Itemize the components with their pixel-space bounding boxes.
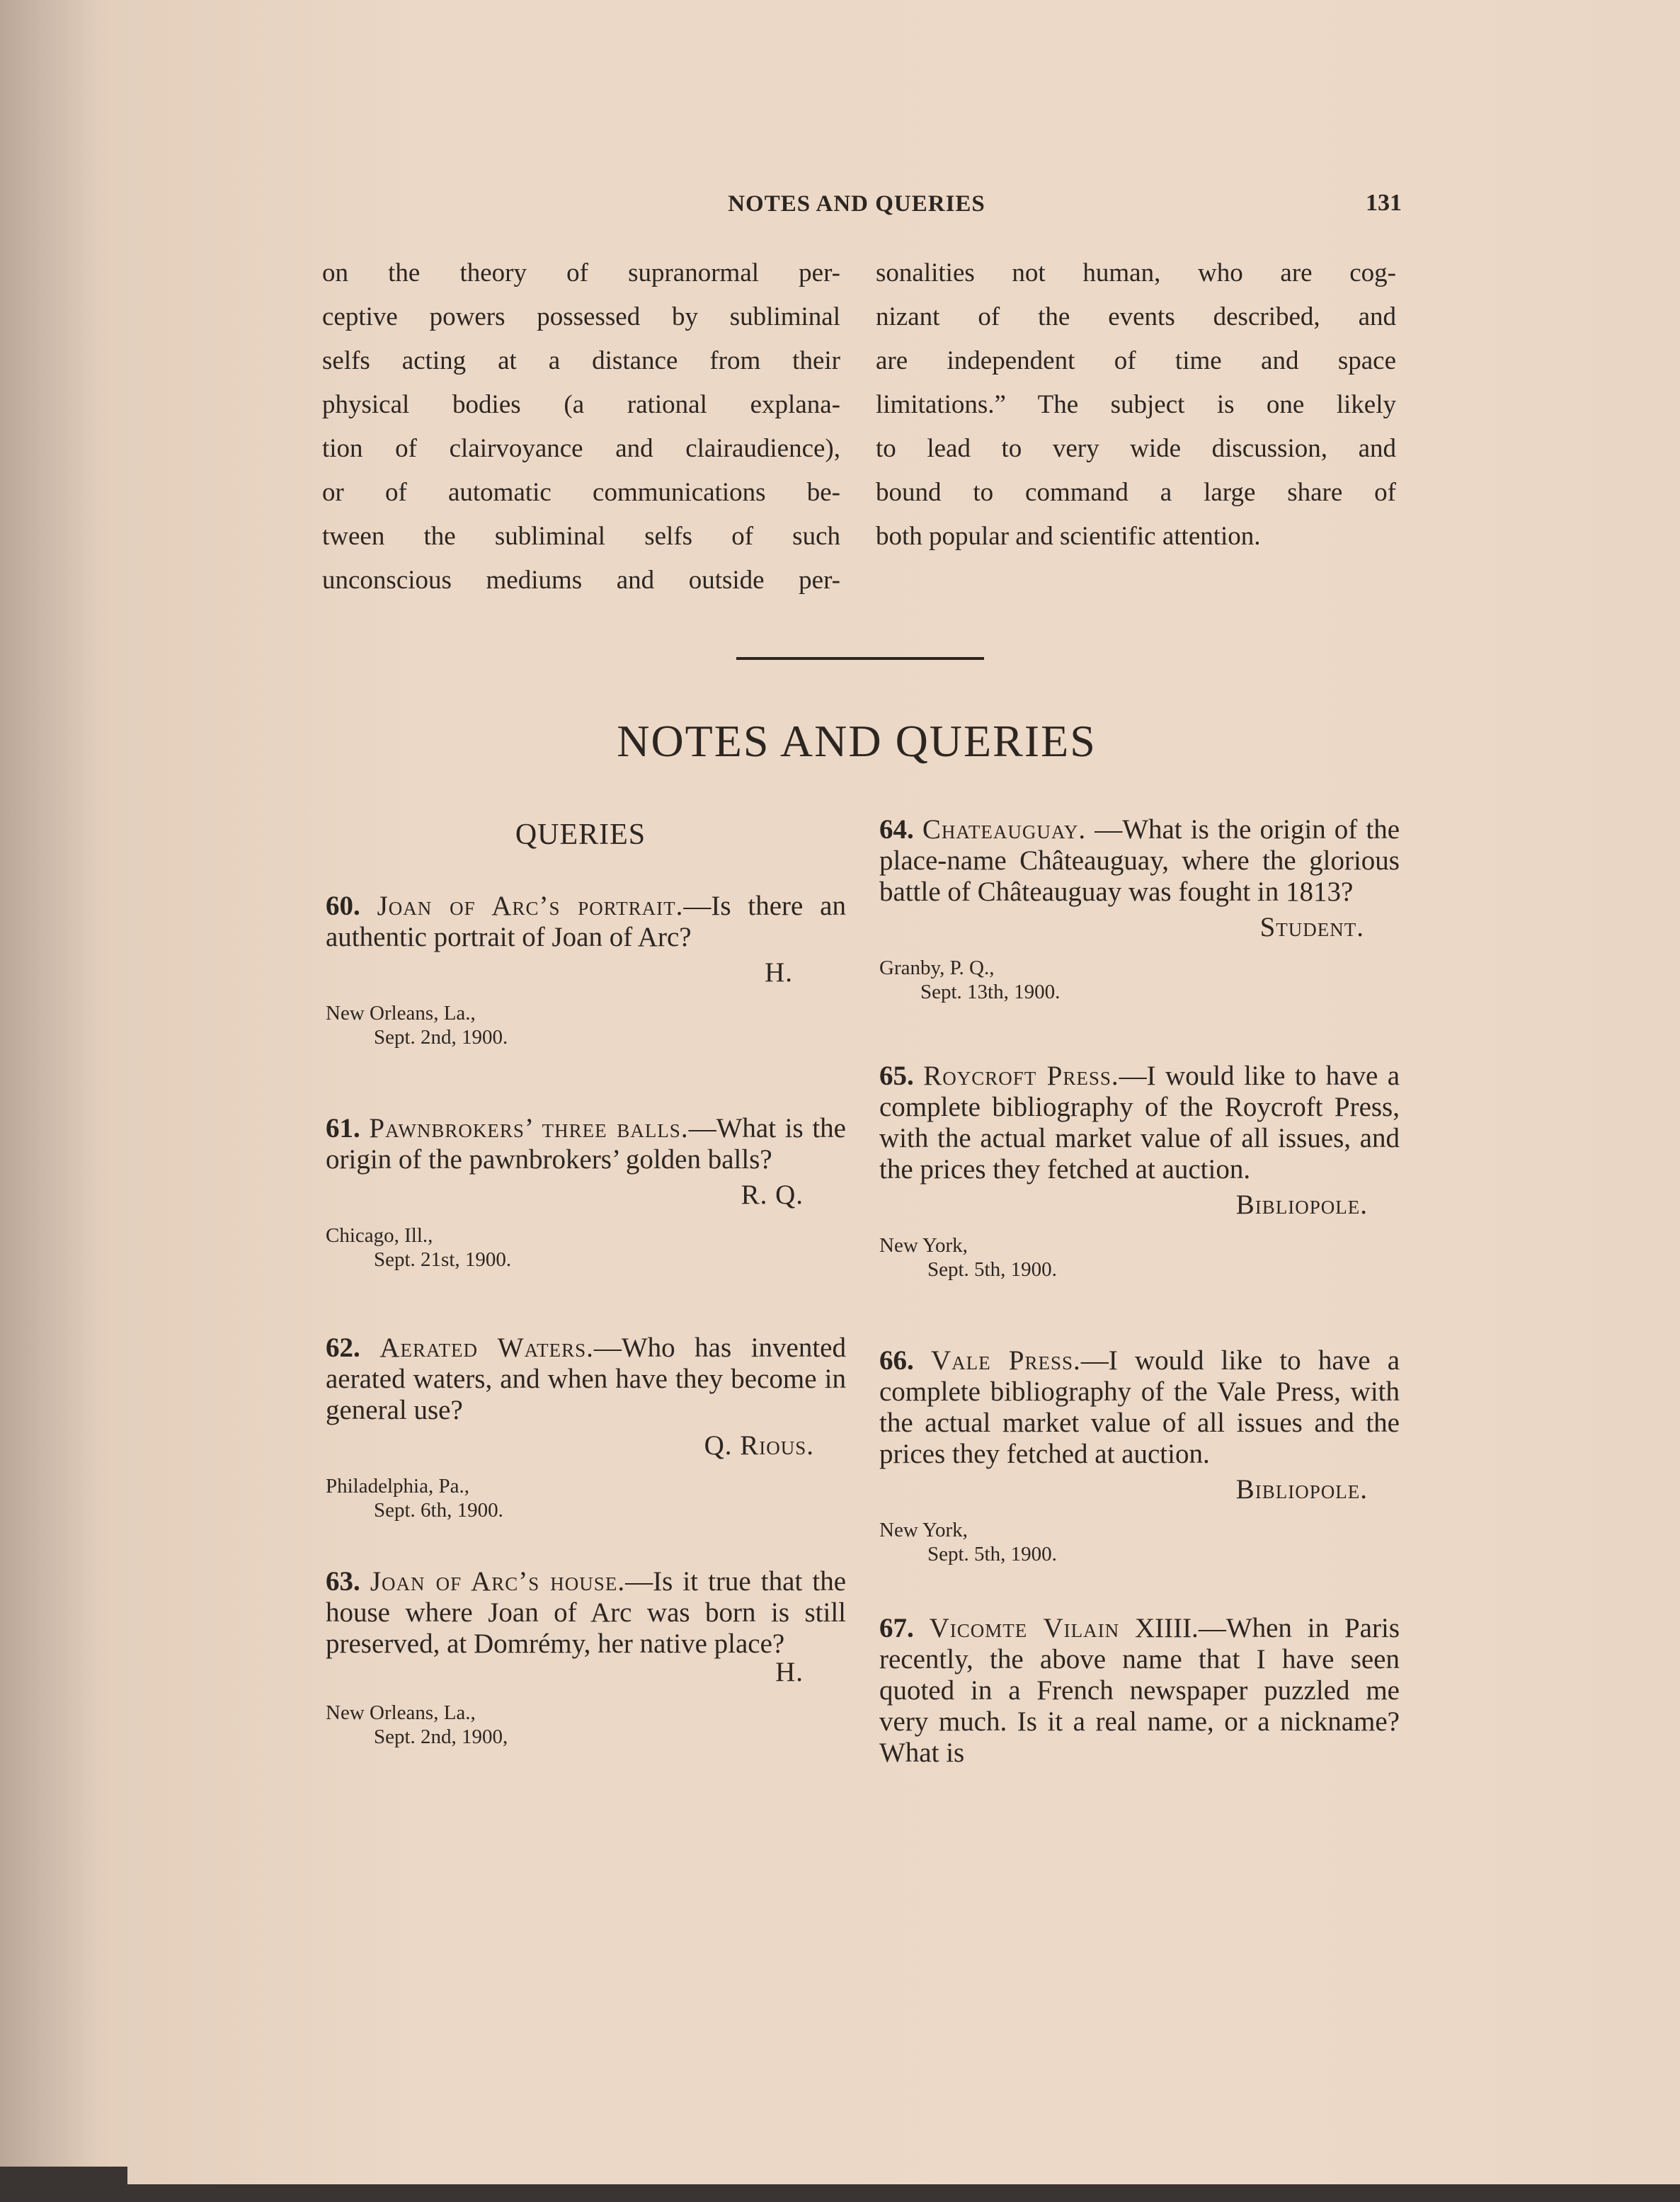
running-header: NOTES AND QUERIES: [728, 191, 985, 217]
query-signature: Student.: [1259, 912, 1364, 942]
query-body: [879, 1061, 1400, 1185]
query-text: —What is the origin of the pawnbrokers’ golden balls?: [326, 1113, 846, 1175]
query-title: Vicomte Vilain: [929, 1613, 1120, 1643]
query-number: 64.: [879, 814, 914, 845]
query-entry-67: [879, 1613, 1400, 1769]
query-entry-62: [326, 1333, 846, 1522]
query-signature: H.: [775, 1657, 804, 1687]
query-date: Sept. 5th, 1900.: [927, 1258, 1057, 1281]
query-body: [326, 1333, 846, 1426]
text-line: ceptive powers possessed by subliminal: [322, 302, 840, 331]
query-entry-61: [326, 1113, 846, 1272]
query-title: Joan of Arc’s house.: [370, 1566, 626, 1597]
page-corner-shadow: [0, 2167, 127, 2202]
query-date: Sept. 13th, 1900.: [920, 981, 1061, 1003]
query-date: Sept. 2nd, 1900.: [374, 1026, 508, 1049]
page-bottom-edge: [0, 2184, 1680, 2202]
query-number: 67.: [879, 1613, 914, 1643]
query-place: Chicago, Ill.,: [326, 1224, 433, 1247]
text-line: are independent of time and space: [876, 346, 1396, 375]
subsection-title: QUERIES: [515, 818, 646, 851]
query-number: 60.: [326, 891, 360, 921]
text-line: or of automatic communications be-: [322, 478, 840, 507]
query-place: Granby, P. Q.,: [879, 957, 995, 979]
text-line: to lead to very wide discussion, and: [876, 434, 1396, 463]
query-title: Roycroft Press.: [923, 1061, 1119, 1091]
text-line: sonalities not human, who are cog-: [876, 258, 1396, 287]
query-entry-60: [326, 891, 846, 1049]
query-number: 62.: [326, 1333, 360, 1363]
query-text: —What is the origin of the place-name Châteauguay, where the glorious battle of Châteauguay was fought in 1813?: [879, 814, 1400, 907]
query-signature: R. Q.: [741, 1180, 804, 1210]
query-text: —I would like to have a complete bibliography of the Vale Press, with the actual market value of all issues and the prices they fetched at auction.: [879, 1345, 1400, 1469]
query-signature: Bibliopole.: [1235, 1190, 1368, 1220]
query-signature: H.: [765, 957, 793, 988]
query-number: 61.: [326, 1113, 360, 1143]
query-place: New Orleans, La.,: [326, 1701, 476, 1724]
query-text: —I would like to have a complete bibliography of the Roycroft Press, with the actual market value of all issues, and the prices they fetched at auction.: [879, 1061, 1400, 1185]
query-body: [326, 891, 846, 953]
section-title: NOTES AND QUERIES: [617, 716, 1097, 766]
continuation-left-column: [322, 251, 840, 603]
query-signature: Q. Rious.: [704, 1430, 814, 1461]
text-line: bound to command a large share of: [876, 478, 1396, 507]
text-line: limitations.” The subject is one likely: [876, 390, 1396, 419]
query-date: Sept. 5th, 1900.: [927, 1543, 1057, 1565]
text-line: selfs acting at a distance from their: [322, 346, 840, 375]
continuation-right-column: [876, 251, 1396, 559]
query-place: Philadelphia, Pa.,: [326, 1475, 469, 1498]
query-title: Joan of Arc’s portrait.: [377, 891, 684, 921]
query-signature: Bibliopole.: [1235, 1474, 1368, 1505]
text-line: nizant of the events described, and: [876, 302, 1396, 331]
query-entry-64: [879, 814, 1400, 1004]
text-line: unconscious mediums and outside per-: [322, 566, 840, 595]
query-entry-63: [326, 1566, 846, 1749]
query-title: Vale Press.: [930, 1345, 1081, 1376]
query-title: Aerated Waters.: [379, 1333, 594, 1363]
query-body: [326, 1566, 846, 1660]
query-place: New York,: [879, 1519, 968, 1541]
query-number: 66.: [879, 1345, 914, 1376]
query-text: —Who has invented aerated waters, and when have they become in general use?: [326, 1333, 846, 1425]
query-entry-65: [879, 1061, 1400, 1282]
text-line: physical bodies (a rational explana-: [322, 390, 840, 419]
query-body: [879, 814, 1400, 908]
query-date: Sept. 21st, 1900.: [374, 1248, 512, 1271]
query-body: [326, 1113, 846, 1175]
text-line: tween the subliminal selfs of such: [322, 522, 840, 551]
query-entry-66: [879, 1345, 1400, 1566]
query-body: [879, 1345, 1400, 1470]
query-body: [879, 1613, 1400, 1769]
section-divider-rule: [736, 657, 984, 660]
query-title: Chateauguay.: [922, 814, 1087, 845]
query-date: Sept. 6th, 1900.: [374, 1499, 503, 1522]
query-text: —Is there an authentic portrait of Joan of Arc?: [326, 891, 846, 952]
query-title-numeral: XIIII.: [1119, 1613, 1199, 1643]
query-place: New Orleans, La.,: [326, 1002, 476, 1025]
query-text: —Is it true that the house where Joan of Arc was born is still preserved, at Domrémy, her native place?: [326, 1566, 847, 1659]
query-date: Sept. 2nd, 1900,: [374, 1725, 508, 1748]
text-line: both popular and scientific attention.: [876, 522, 1261, 551]
text-line: tion of clairvoyance and clairaudience),: [322, 434, 840, 463]
query-place: New York,: [879, 1234, 968, 1257]
query-title: Pawnbrokers’ three balls.: [369, 1113, 689, 1143]
query-text: —When in Paris recently, the above name that I have seen quoted in a French newspaper puzzled me very much. Is it a real name, or a nickname? What is: [879, 1613, 1400, 1768]
page-number: 131: [1366, 190, 1402, 216]
text-line: on the theory of supranormal per-: [322, 258, 840, 287]
query-number: 63.: [326, 1566, 360, 1597]
query-number: 65.: [879, 1061, 914, 1091]
binding-gutter-shadow: [0, 0, 96, 2202]
